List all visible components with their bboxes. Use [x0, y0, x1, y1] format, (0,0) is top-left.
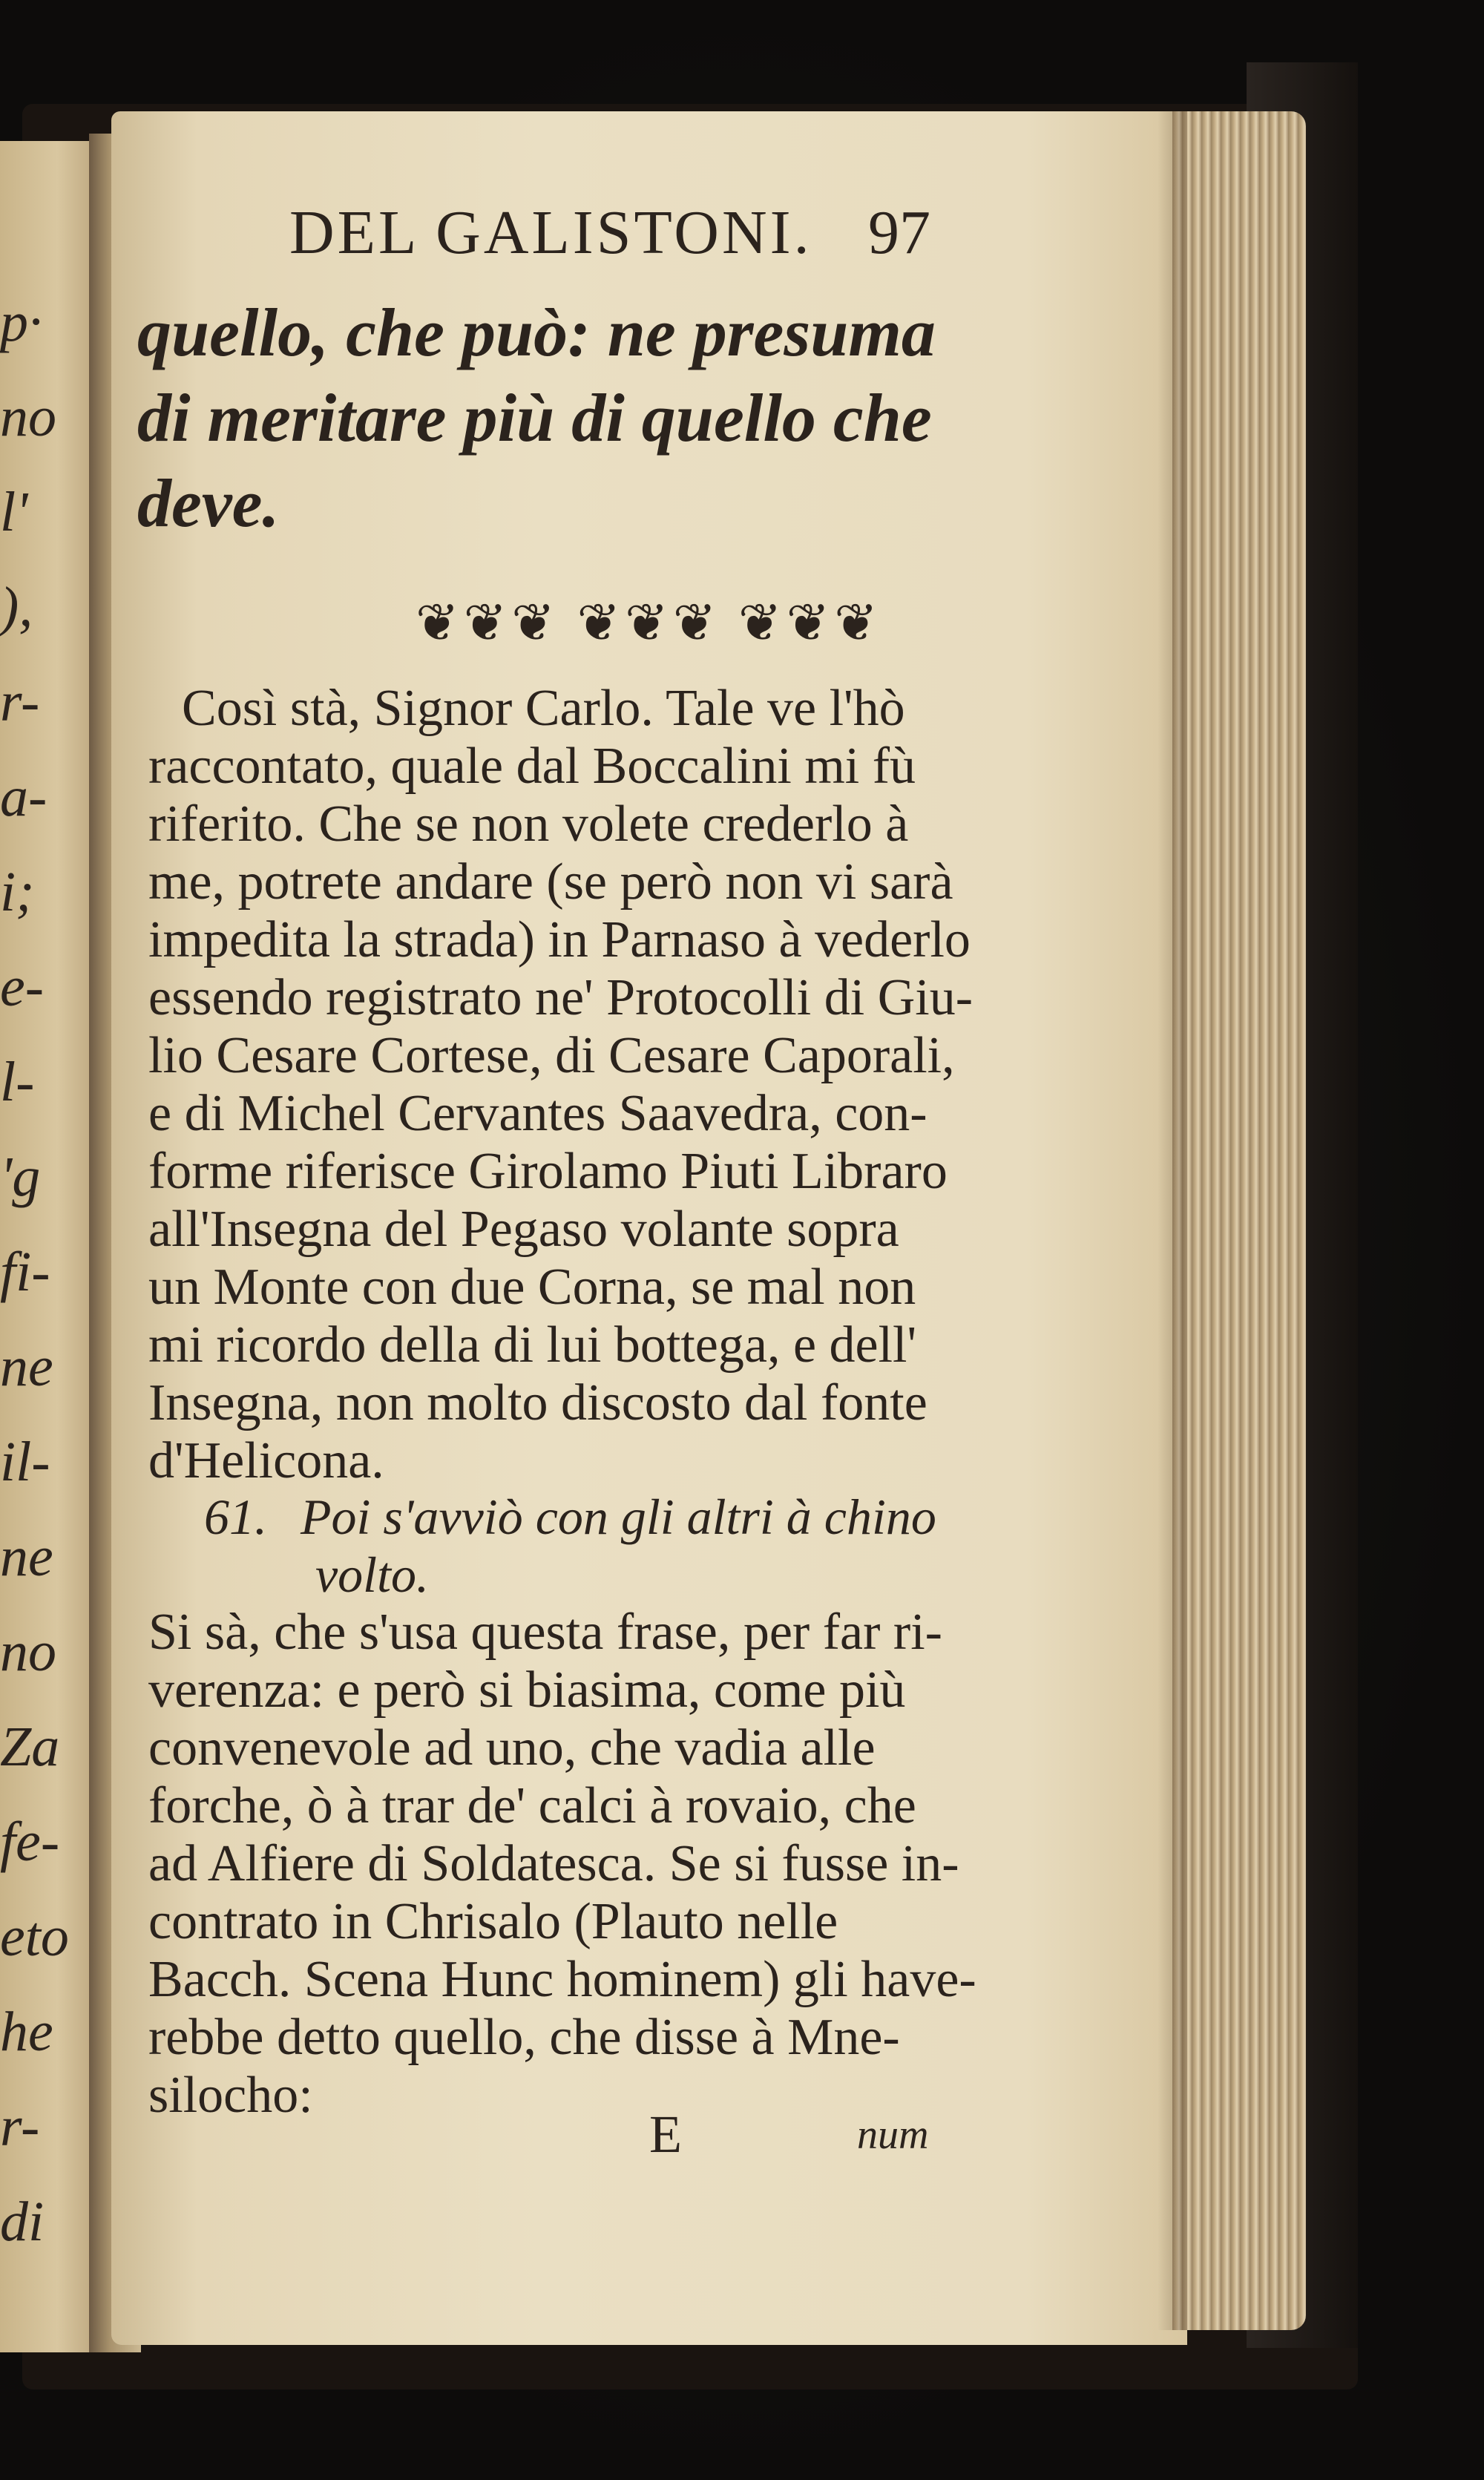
- text-line: e di Michel Cervantes Saavedra, con-: [148, 1085, 928, 1142]
- facing-line: il-: [0, 1431, 50, 1493]
- text-line: mi ricordo della di lui bottega, e dell': [148, 1316, 917, 1374]
- facing-line: 'g: [0, 1146, 41, 1208]
- text-line: Bacch. Scena Hunc hominem) gli have-: [148, 1951, 976, 2008]
- facing-line: ne: [0, 1336, 53, 1398]
- printers-ornament: ❦❦❦ ❦❦❦ ❦❦❦: [416, 595, 882, 652]
- facing-line: r-: [0, 671, 40, 733]
- text-line: rebbe detto quello, che disse à Mne-: [148, 2009, 900, 2066]
- facing-page-text: [0, 275, 89, 2269]
- facing-page-edge: [0, 141, 104, 2352]
- text-line: lio Cesare Cortese, di Cesare Caporali,: [148, 1027, 955, 1084]
- facing-line: p·: [0, 291, 42, 353]
- stanza-line: volto.: [315, 1546, 429, 1603]
- catchword: num: [857, 2112, 929, 2158]
- facing-line: fe-: [0, 1811, 60, 1873]
- facing-line: no: [0, 1621, 56, 1683]
- page-edges: [1172, 111, 1306, 2330]
- text-line: Insegna, non molto discosto dal fonte: [148, 1374, 928, 1431]
- text-line: Così stà, Signor Carlo. Tale ve l'hò: [182, 680, 905, 737]
- facing-line: he: [0, 2001, 53, 2063]
- text-line: ad Alfiere di Soldatesca. Se si fusse in-: [148, 1835, 959, 1892]
- verse-line: di meritare più di quello che: [137, 380, 932, 456]
- verse-line: quello, che può: ne presuma: [137, 295, 936, 370]
- text-line: riferito. Che se non volete crederlo à: [148, 795, 909, 853]
- facing-line: fi-: [0, 1241, 50, 1303]
- page-shadow: [1158, 111, 1187, 2330]
- verse-line: deve.: [137, 465, 280, 541]
- text-line: silocho:: [148, 2067, 313, 2124]
- text-line: me, potrete andare (se però non vi sarà: [148, 853, 953, 911]
- text-line: d'Helicona.: [148, 1432, 384, 1489]
- page-number: 97: [868, 198, 930, 267]
- stanza-number: 61.: [204, 1489, 267, 1545]
- running-title: DEL GALISTONI.: [289, 198, 812, 267]
- facing-line: di: [0, 2191, 45, 2253]
- facing-line: e-: [0, 956, 45, 1018]
- text-line: impedita la strada) in Parnaso à vederlo: [148, 911, 971, 968]
- facing-line: l-: [0, 1051, 35, 1113]
- text-line: forche, ò à trar de' calci à rovaio, che: [148, 1777, 916, 1834]
- text-line: essendo registrato ne' Protocolli di Giu-: [148, 969, 974, 1026]
- facing-line: ne: [0, 1526, 53, 1588]
- stanza-line: Poi s'avviò con gli altri à chino: [301, 1489, 936, 1545]
- facing-line: r-: [0, 2096, 40, 2158]
- facing-line: ),: [0, 576, 33, 638]
- text-line: verenza: e però si biasima, come più: [148, 1661, 906, 1719]
- facing-line: a-: [0, 766, 47, 828]
- text-line: forme riferisce Girolamo Piuti Libraro: [148, 1143, 948, 1200]
- text-line: Si sà, che s'usa questa frase, per far ri-: [148, 1604, 942, 1661]
- text-line: raccontato, quale dal Boccalini mi fù: [148, 738, 916, 795]
- facing-line: Za: [0, 1716, 60, 1778]
- text-line: convenevole ad uno, che vadia alle: [148, 1719, 876, 1777]
- facing-line: eto: [0, 1906, 69, 1968]
- signature-mark: E: [649, 2105, 682, 2164]
- facing-line: no: [0, 386, 56, 448]
- text-line: un Monte con due Corna, se mal non: [148, 1259, 916, 1316]
- text-line: contrato in Chrisalo (Plauto nelle: [148, 1893, 838, 1950]
- facing-line: l': [0, 481, 28, 543]
- facing-line: i;: [0, 861, 35, 923]
- text-line: all'Insegna del Pegaso volante sopra: [148, 1201, 899, 1258]
